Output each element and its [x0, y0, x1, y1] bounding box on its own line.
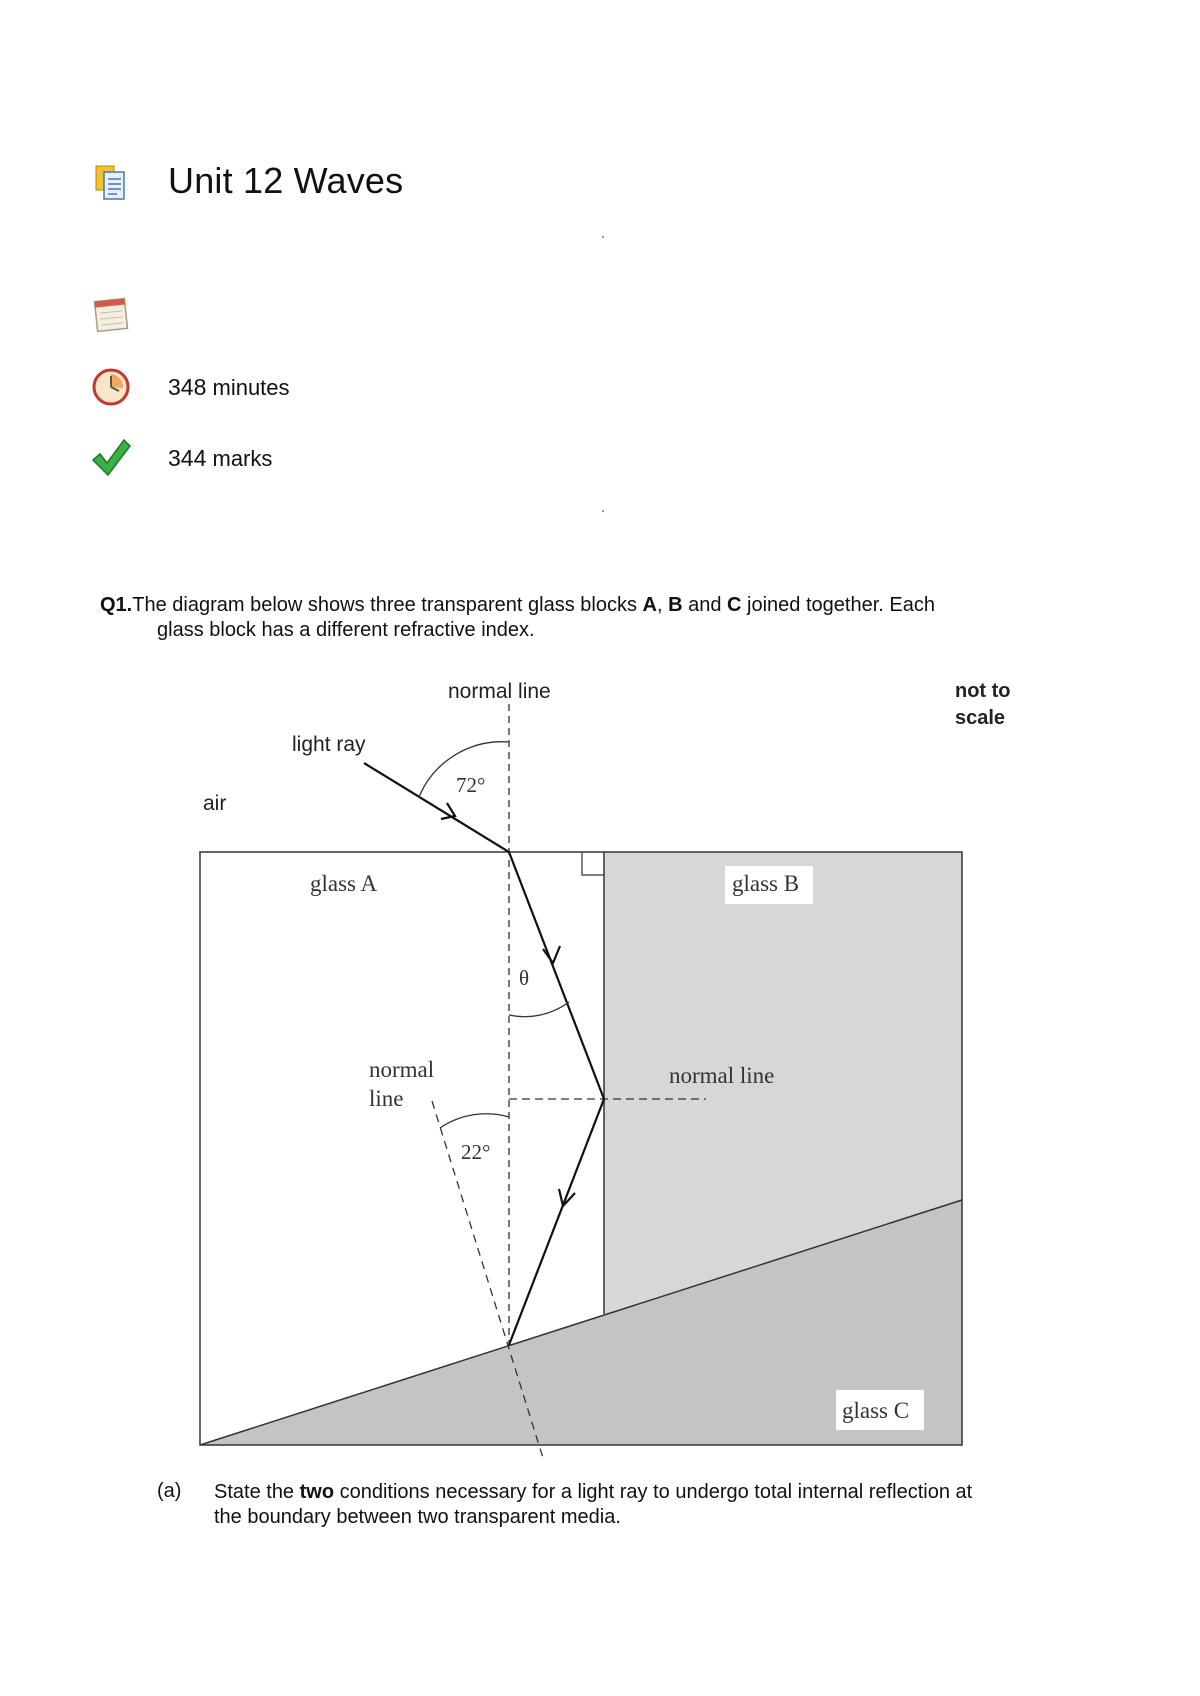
glass-c-label: glass C: [842, 1398, 910, 1423]
minutes-value: 348: [168, 374, 207, 400]
not-to-scale-label: not to: [955, 680, 1011, 702]
right-angle-marker: [582, 852, 604, 875]
normal-line-label-left: normal: [369, 1057, 435, 1082]
part-a-label: (a): [157, 1480, 182, 1502]
light-ray-path: [364, 763, 604, 1345]
block-c-label: C: [727, 594, 742, 616]
question-text: The diagram below shows three transparent glass blocks: [132, 594, 643, 616]
not-to-scale-label: scale: [955, 707, 1006, 729]
block-a-label: A: [642, 594, 657, 616]
theta-label: θ: [519, 966, 530, 990]
minutes-unit: minutes: [212, 375, 290, 400]
part-a-text-segment: the boundary between two transparent media.: [214, 1506, 621, 1528]
part-a-bold: two: [299, 1481, 335, 1503]
block-b-label: B: [668, 594, 683, 616]
angle-22-label: 22°: [461, 1140, 491, 1164]
question-number: Q1.: [100, 594, 133, 616]
normal-line-label-top: normal line: [448, 680, 551, 703]
page-title: Unit 12 Waves: [168, 160, 404, 201]
angle-arc-22: [440, 1114, 509, 1128]
angle-arc-theta: [509, 1002, 569, 1017]
marks-value: 344: [168, 445, 207, 471]
part-a-text-segment: conditions necessary for a light ray to undergo total internal reflection at: [334, 1481, 973, 1503]
part-a-text: [214, 1480, 1094, 1530]
glass-b-label: glass B: [732, 871, 800, 896]
light-ray-label: light ray: [292, 733, 366, 756]
angle-72-label: 72°: [456, 773, 486, 797]
normal-line-label-right: normal line: [669, 1063, 775, 1088]
question-text: and: [682, 594, 728, 616]
normal-line-label-left: line: [369, 1086, 404, 1111]
marks-unit: marks: [212, 446, 273, 471]
question-text: glass block has a different refractive index.: [157, 619, 535, 641]
glass-a-label: glass A: [310, 871, 378, 896]
question-text: ,: [656, 594, 669, 616]
question-text: joined together. Each: [741, 594, 935, 616]
air-label: air: [203, 792, 227, 815]
part-a-text-segment: State the: [214, 1481, 300, 1503]
